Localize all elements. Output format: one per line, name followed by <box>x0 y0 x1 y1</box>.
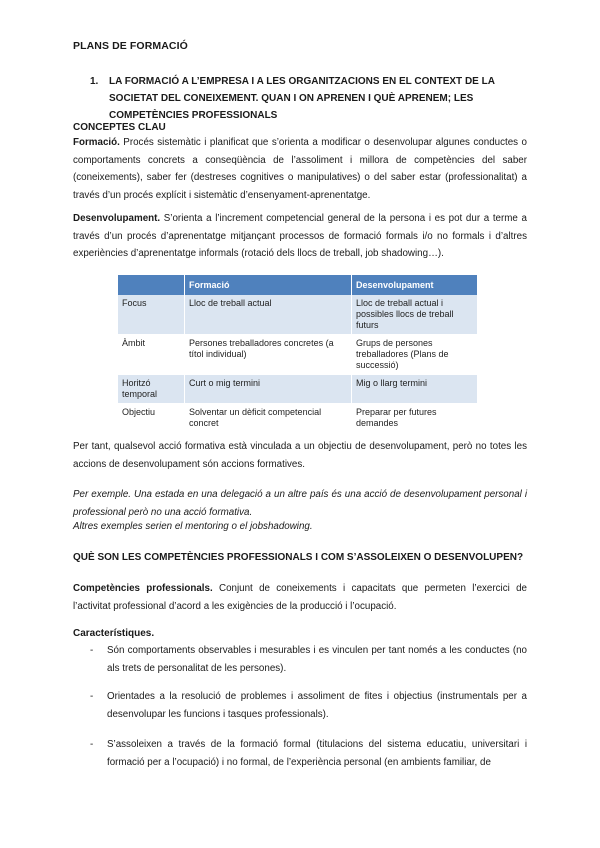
document-title: PLANS DE FORMACIÓ <box>73 40 188 52</box>
table-header-row <box>118 275 478 295</box>
table-header-cell: Formació <box>185 275 352 295</box>
table-cell: Preparar per futures demandes <box>352 404 478 434</box>
table-cell: Persones treballadores concretes (a títol individual) <box>185 335 352 375</box>
formacio-text: Procés sistemàtic i planificat que s’orienta a modificar o desenvolupar algunes conductes o comportaments concrets a conseqüència de l’assoliment i millora de competències del saber (coneixements), saber fer (destreses cognitives o manipulatives) o del saber estar (professionalitat) a través d’un procés explícit i sistemàtic d’ensenyament-aprenentatge. <box>73 137 527 201</box>
section-title: LA FORMACIÓ A L’EMPRESA I A LES ORGANITZACIONS EN EL CONTEXT DE LA SOCIETAT DEL CONEIXEMENT. QUAN I ON APRENEN I QUÈ APRENEM; LES COMPETÈNCIES PROFESSIONALS <box>109 76 495 121</box>
table-cell: Focus <box>118 295 185 335</box>
desenvolupament-text: S’orienta a l’increment competencial general de la persona i es pot dur a terme a través d’un procés d’aprenentatge mitjançant processos de formació formals i/o no formals i d’altres experiències d’aprenentatge informals (rotació dels llocs de treball, job shadowing…). <box>73 213 527 260</box>
table-row <box>118 404 478 434</box>
table-cell: Objectiu <box>118 404 185 434</box>
comparison-table <box>118 275 478 434</box>
table-cell: Àmbit <box>118 335 185 375</box>
table-cell: Lloc de treball actual <box>185 295 352 335</box>
formacio-term: Formació. <box>73 137 120 148</box>
bullet-text: S’assoleixen a través de la formació formal (titulacions del sistema educatiu, universitari i formació per a l’ocupació) i no formal, de l’experiència personal (en ambients familiar, de <box>107 739 527 768</box>
desenvolupament-paragraph <box>73 210 527 263</box>
competencies-paragraph <box>73 580 527 615</box>
example-paragraph-2: Altres exemples serien el mentoring o el jobshadowing. <box>73 521 313 532</box>
example-paragraph: Per exemple. Una estada en una delegació a un altre país és una acció de desenvolupament personal i professional però no una acció formativa. <box>73 489 527 518</box>
table-row <box>118 375 478 404</box>
table-cell: Curt o mig termini <box>185 375 352 404</box>
table-cell: Solventar un dèficit competencial concret <box>185 404 352 434</box>
bullet-text: Orientades a la resolució de problemes i assoliment de fites i objectius (instrumentals per a desenvolupar les funcions i tasques professionals). <box>107 691 527 720</box>
characteristics-heading: Característiques. <box>73 628 155 639</box>
table-row <box>118 295 478 335</box>
bullet-dash: - <box>90 739 94 750</box>
table-cell: Lloc de treball actual i possibles llocs de treball futurs <box>352 295 478 335</box>
competencies-term: Competències professionals. <box>73 583 213 594</box>
conclusion-paragraph: Per tant, qualsevol acció formativa està vinculada a un objectiu de desenvolupament, però no totes les accions de desenvolupament són accions formatives. <box>73 441 527 470</box>
bullet-dash: - <box>90 645 94 656</box>
table-cell: Mig o llarg termini <box>352 375 478 404</box>
competencies-text: Conjunt de coneixements i capacitats que permeten l’exercici de l’activitat professional d’acord a les exigències de la producció i l’ocupació. <box>73 583 527 612</box>
table-header-cell <box>118 275 185 295</box>
formacio-paragraph <box>73 134 527 204</box>
bullet-text: Són comportaments observables i mesurables i es vinculen per tant només a les conductes (no als trets de personalitat de les persones). <box>107 645 527 674</box>
table-cell: Horitzó temporal <box>118 375 185 404</box>
section-2-heading: QUÈ SON LES COMPETÈNCIES PROFESSIONALS I COM S’ASSOLEIXEN O DESENVOLUPEN? <box>73 552 524 563</box>
key-concepts-heading: CONCEPTES CLAU <box>73 122 166 133</box>
desenvolupament-term: Desenvolupament. <box>73 213 161 224</box>
table-cell: Grups de persones treballadores (Plans de successió) <box>352 335 478 375</box>
bullet-dash: - <box>90 691 94 702</box>
table-header-cell: Desenvolupament <box>352 275 478 295</box>
table-row <box>118 335 478 375</box>
section-number: 1. <box>90 76 99 87</box>
